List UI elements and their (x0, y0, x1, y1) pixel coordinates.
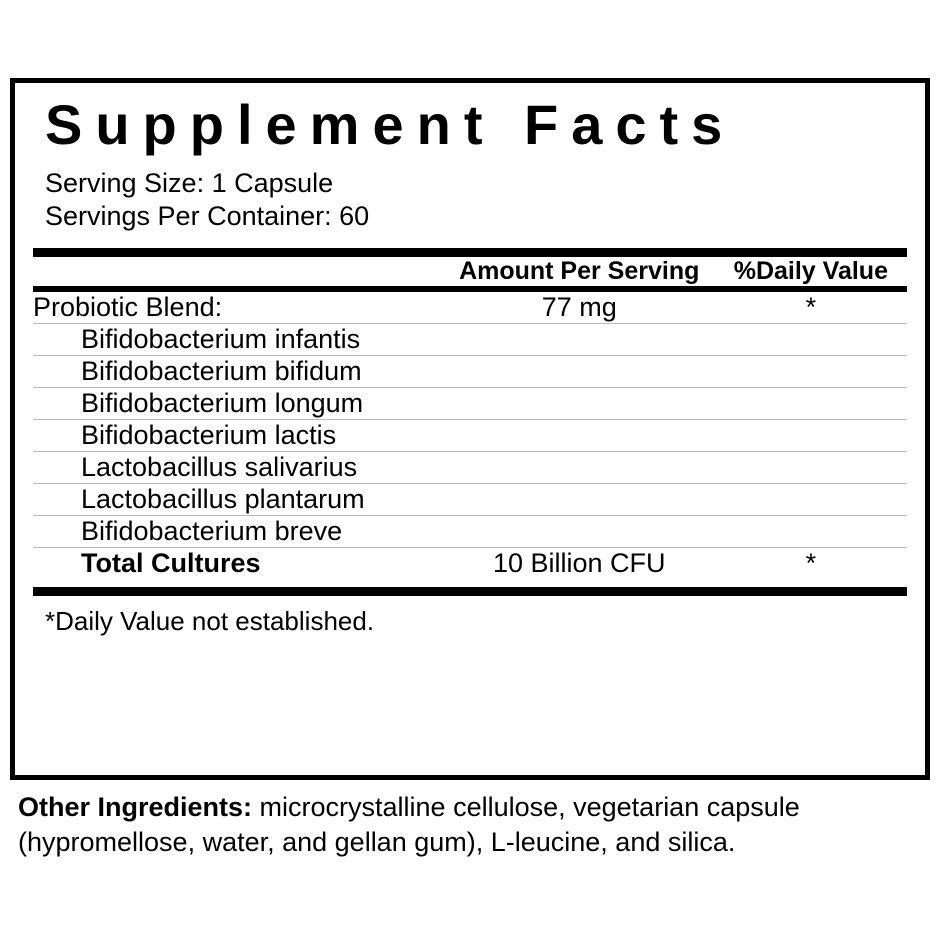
page-title: Supplement Facts (45, 93, 736, 156)
divider-heavy-top (33, 248, 907, 257)
row-daily-value (715, 356, 907, 387)
nutrition-table (33, 257, 907, 286)
table-row (33, 420, 907, 451)
ingredient-table-sub-3 (33, 388, 907, 419)
column-header-name (33, 257, 444, 286)
ingredient-table (33, 292, 907, 323)
other-ingredients (18, 790, 926, 859)
ingredient-table-sub-2 (33, 356, 907, 387)
column-header-amount: Amount Per Serving (459, 256, 700, 285)
row-amount (444, 452, 715, 483)
ingredient-table-sub-5 (33, 452, 907, 483)
row-daily-value (715, 484, 907, 515)
table-row (33, 484, 907, 515)
ingredient-table-sub-6 (33, 484, 907, 515)
table-header-row (33, 257, 907, 286)
daily-value-footnote: *Daily Value not established. (45, 605, 375, 636)
table-row (33, 324, 907, 355)
table-row (33, 516, 907, 547)
row-daily-value (715, 420, 907, 451)
row-daily-value (715, 324, 907, 355)
row-amount (444, 388, 715, 419)
table-row (33, 388, 907, 419)
row-amount: 77 mg (541, 291, 617, 322)
row-amount (444, 324, 715, 355)
table-row (33, 292, 907, 323)
row-amount (444, 516, 715, 547)
table-row (33, 452, 907, 483)
column-header-daily-value: %Daily Value (733, 256, 888, 285)
row-amount (444, 420, 715, 451)
row-name: Lactobacillus salivarius (81, 451, 358, 482)
row-amount (444, 356, 715, 387)
row-daily-value (715, 388, 907, 419)
row-amount (444, 484, 715, 515)
row-name: Bifidobacterium longum (81, 387, 364, 418)
ingredient-table-sub-4 (33, 420, 907, 451)
divider-heavy-bottom (33, 587, 907, 596)
table-row (33, 548, 907, 579)
ingredient-table-sub-7 (33, 516, 907, 547)
table-row (33, 356, 907, 387)
row-daily-value (715, 452, 907, 483)
other-ingredients-label: Other Ingredients: (18, 792, 253, 822)
servings-per-container: Servings Per Container: 60 (45, 201, 370, 232)
row-name: Bifidobacterium infantis (81, 323, 361, 354)
row-daily-value (715, 516, 907, 547)
row-name: Probiotic Blend: (33, 291, 223, 322)
serving-size: Serving Size: 1 Capsule (45, 168, 334, 198)
total-cultures-table (33, 548, 907, 579)
row-daily-value: * (805, 291, 817, 322)
other-ingredients-text: microcrystalline cellulose, vegetarian capsule (hypromellose, water, and gellan gum), L-leucine, and silica. (18, 792, 800, 857)
ingredient-table-sub-1 (33, 324, 907, 355)
row-name: Lactobacillus plantarum (81, 483, 365, 514)
row-daily-value: * (805, 547, 817, 578)
serving-info (45, 167, 907, 234)
row-name: Total Cultures (81, 547, 261, 578)
facts-panel (10, 78, 930, 780)
row-name: Bifidobacterium breve (81, 515, 343, 546)
row-name: Bifidobacterium bifidum (81, 355, 362, 386)
row-name: Bifidobacterium lactis (81, 419, 337, 450)
row-amount: 10 Billion CFU (492, 547, 666, 578)
